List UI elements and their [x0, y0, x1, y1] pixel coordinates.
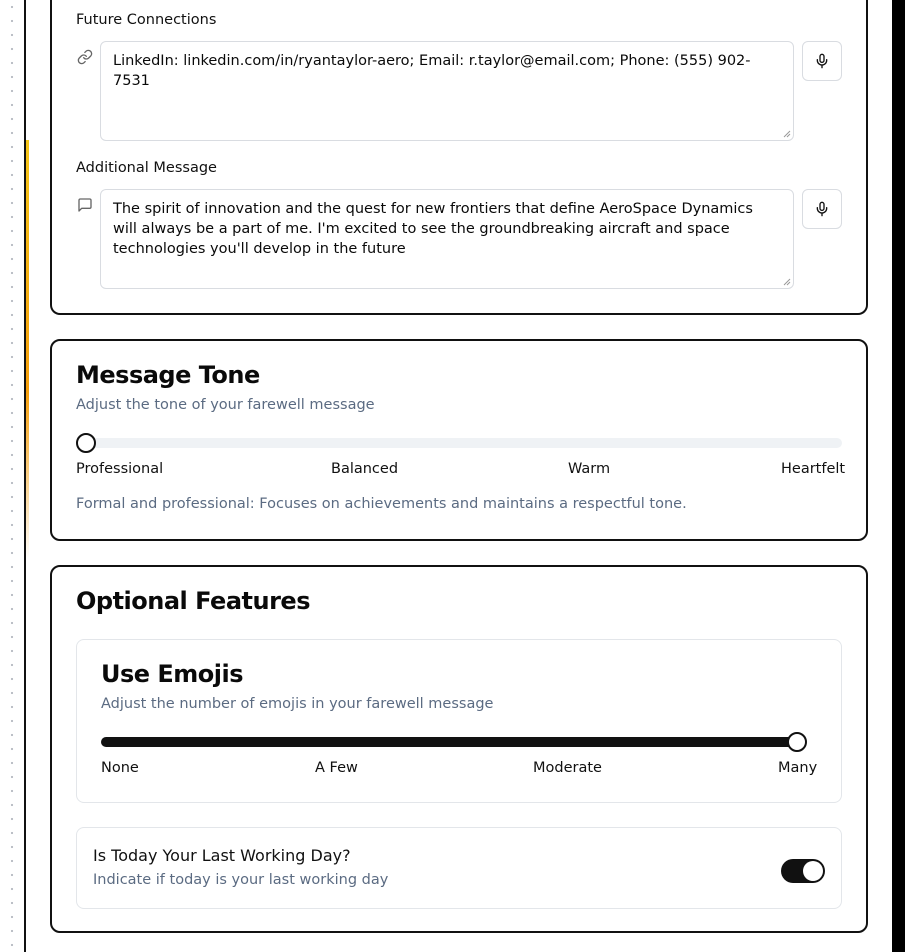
additional-message-value: The spirit of innovation and the quest for new frontiers that define AeroSpace Dynamics will always be a part of me. I'm excited to see the groundbreaking aircraft and space technologies you'll develop in the future [113, 201, 753, 257]
tone-option-balanced[interactable]: Balanced [331, 461, 399, 477]
emoji-settings-panel [76, 639, 842, 803]
decorative-dot-rail [10, 0, 14, 952]
details-card [50, 0, 868, 315]
tone-option-professional[interactable]: Professional [76, 461, 164, 477]
tone-slider[interactable] [76, 438, 842, 448]
additional-message-textarea[interactable] [100, 189, 794, 289]
message-icon [77, 197, 93, 213]
message-tone-title: Message Tone [76, 361, 260, 389]
additional-message-mic-button[interactable] [802, 189, 842, 229]
emoji-option-none[interactable]: None [101, 760, 139, 776]
emoji-option-many[interactable]: Many [778, 760, 818, 776]
emoji-slider-thumb[interactable] [787, 732, 807, 752]
tone-option-warm[interactable]: Warm [568, 461, 611, 477]
use-emojis-subtitle: Adjust the number of emojis in your farewell message [101, 696, 494, 712]
scrollbar-track[interactable] [892, 0, 905, 952]
tone-slider-thumb[interactable] [76, 433, 96, 453]
last-day-panel [76, 827, 842, 909]
message-tone-card [50, 339, 868, 541]
last-day-subtitle: Indicate if today is your last working day [93, 872, 389, 888]
resize-grip-icon[interactable] [783, 130, 791, 138]
emoji-slider[interactable] [101, 737, 807, 747]
microphone-icon [814, 53, 830, 69]
last-day-toggle[interactable] [781, 859, 825, 883]
tone-description: Formal and professional: Focuses on achievements and maintains a respectful tone. [76, 496, 687, 512]
link-icon [77, 49, 93, 65]
future-connections-textarea[interactable] [100, 41, 794, 141]
last-day-title: Is Today Your Last Working Day? [93, 846, 351, 865]
future-connections-value: LinkedIn: linkedin.com/in/ryantaylor-aero; Email: r.taylor@email.com; Phone: (555) 902-7531 [113, 53, 751, 89]
additional-message-label: Additional Message [76, 160, 217, 176]
future-connections-label: Future Connections [76, 12, 217, 28]
future-connections-mic-button[interactable] [802, 41, 842, 81]
emoji-option-moderate[interactable]: Moderate [533, 760, 602, 776]
emoji-slider-fill [101, 737, 797, 747]
use-emojis-title: Use Emojis [101, 660, 244, 688]
message-tone-subtitle: Adjust the tone of your farewell message [76, 397, 375, 413]
toggle-knob [803, 861, 823, 881]
emoji-option-a-few[interactable]: A Few [315, 760, 358, 776]
accent-stripe [26, 140, 29, 560]
optional-features-title: Optional Features [76, 587, 310, 615]
microphone-icon [814, 201, 830, 217]
optional-features-card [50, 565, 868, 933]
tone-option-heartfelt[interactable]: Heartfelt [781, 461, 846, 477]
resize-grip-icon[interactable] [783, 278, 791, 286]
